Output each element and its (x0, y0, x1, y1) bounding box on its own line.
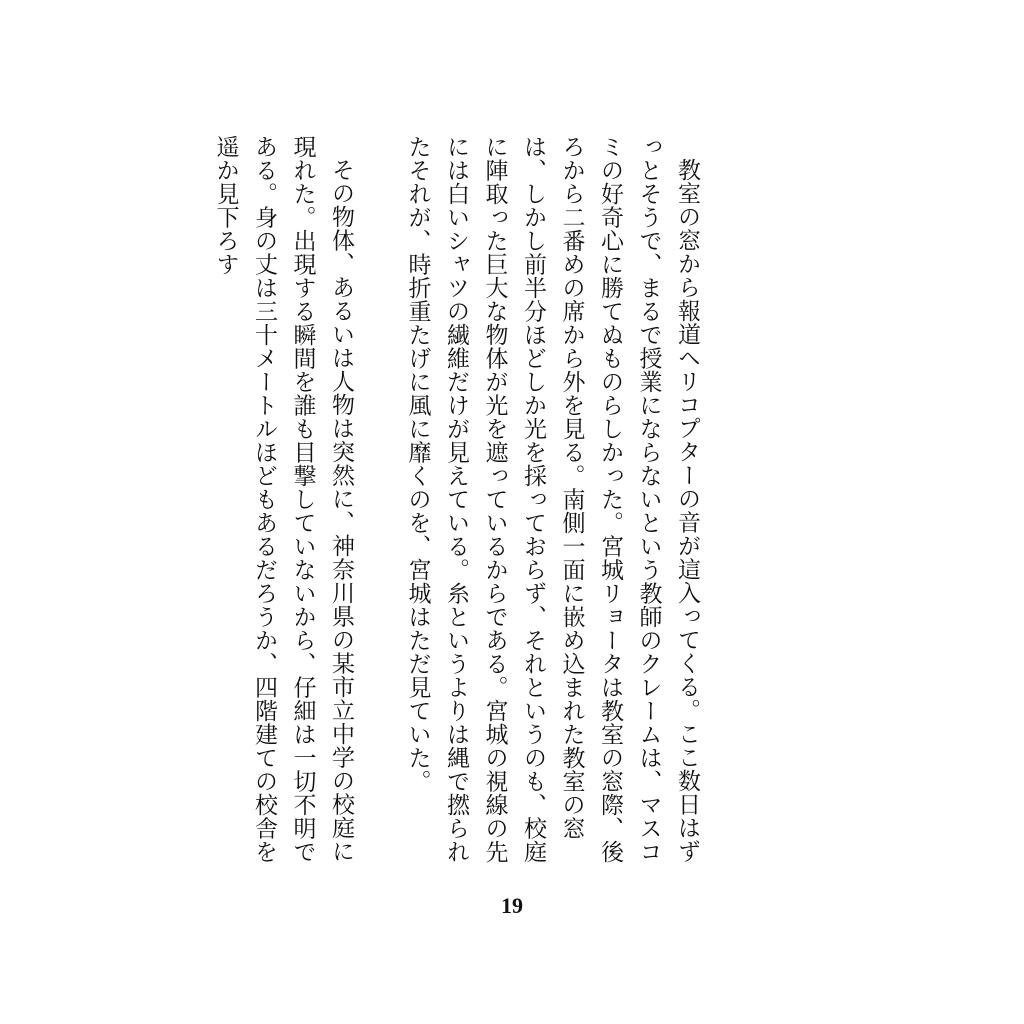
paragraph-1-line-8: のを、宮城はただ見ていた。 (404, 487, 431, 793)
paragraph-1-line-6: 光を遮っているからである。宮城の視線の先には白いシャツの繊維だけが (443, 135, 508, 864)
page-number: 19 (501, 893, 523, 918)
paragraph-2 (206, 135, 360, 875)
paragraph-1 (398, 135, 706, 875)
paragraph-2-line-1: その物体、あるいは人物は突然に、神奈川県の某市立中学の校庭に現れ (289, 135, 354, 863)
paragraph-2-line-2: た。出現する瞬間を誰も目撃していないから、仔細は一切不明である。身 (251, 135, 316, 864)
paragraph-2-line-3: の丈は三十メートルほどもあるだろうか、四階建ての校舎を遥か見下ろす (212, 135, 277, 864)
paragraph-1-line-5: どしか光を採っておらず、それというのも、校庭に陣取った巨大な物体が (481, 135, 546, 864)
paragraph-1-line-4: の席から外を見る。南側一面に嵌め込まれた教室の窓は、しかし前半分ほ (520, 135, 585, 840)
paragraph-1-line-1: 教室の窓から報道ヘリコプターの音が這入ってくる。ここ数日はずっと (635, 135, 700, 863)
vertical-text-body (206, 135, 706, 875)
paragraph-1-line-2: そうで、まるで授業にならないという教師のクレームは、マスコミの好奇 (597, 135, 662, 864)
paragraph-1-line-7: 見えている。糸というよりは縄で撚られたそれが、時折重たげに風に靡く (404, 135, 469, 864)
paragraph-1-line-3: 心に勝てぬものらしかった。宮城リョータは教室の窓際、後ろから二番め (558, 135, 623, 864)
